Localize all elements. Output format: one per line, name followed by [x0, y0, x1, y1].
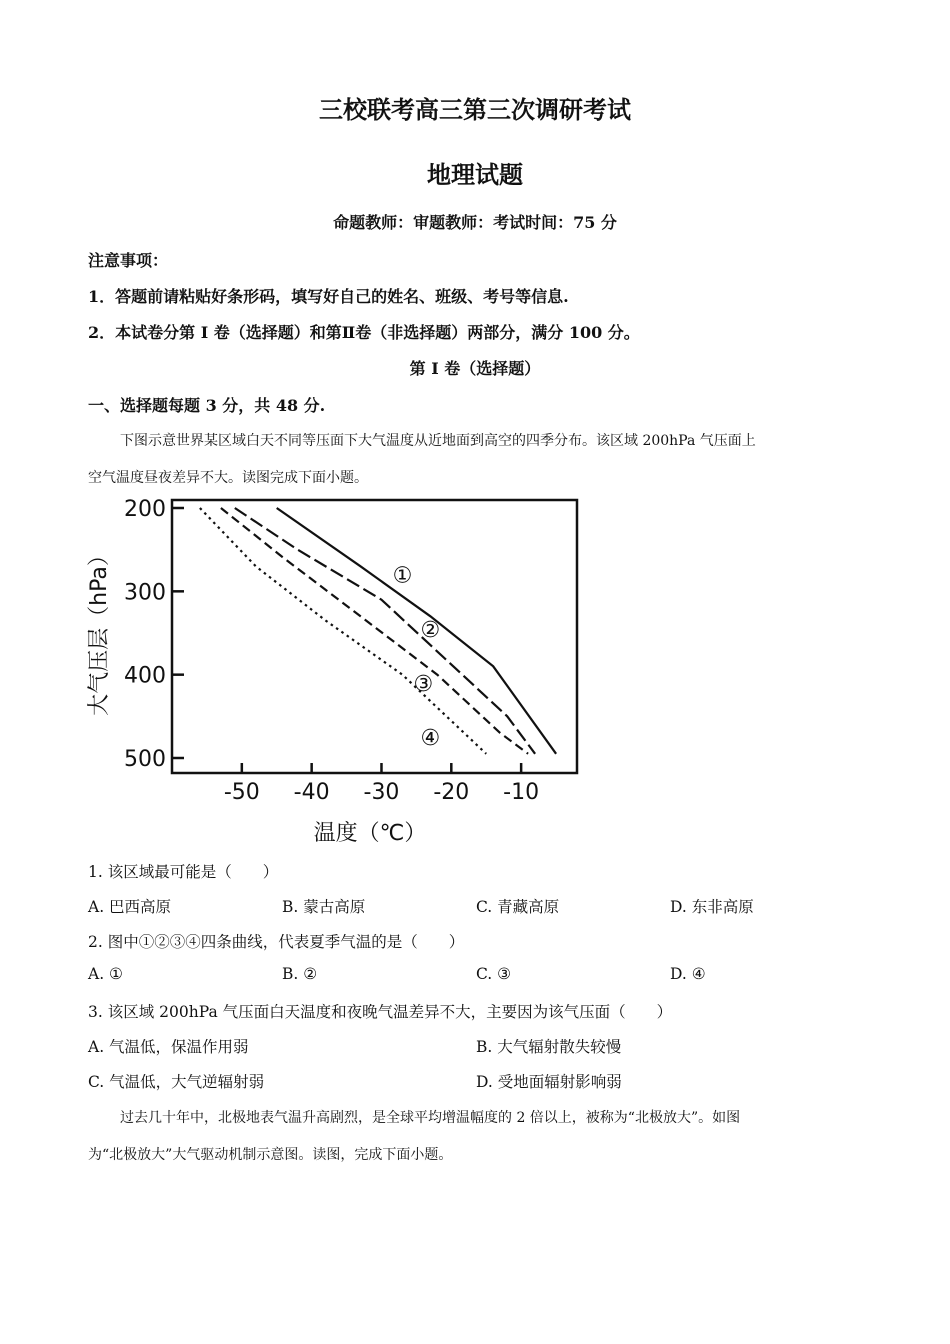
exam-title: 三校联考高三第三次调研考试: [319, 95, 631, 124]
option-b: B. ②: [282, 965, 318, 983]
series-label: ①: [392, 563, 413, 589]
x-tick-label: -40: [293, 780, 330, 805]
question-stem: 3. 该区域 200hPa 气压面白天温度和夜晚气温差异不大，主要因为该气压面（ ）: [88, 1003, 673, 1021]
series-label: ③: [413, 672, 434, 697]
option-c: C. ③: [476, 965, 512, 983]
option-b: B. 大气辐射散失较慢: [476, 1038, 622, 1056]
passage-line: 空气温度昼夜差异不大。读图完成下面小题。: [88, 470, 368, 486]
series-label: ④: [420, 726, 441, 752]
notice-item: 1．答题前请粘贴好条形码，填写好自己的姓名、班级、考号等信息.: [88, 287, 569, 306]
exam-meta: 命题教师：审题教师：考试时间：75 分: [333, 213, 617, 232]
chart-series: [200, 508, 556, 754]
question-stem: 1. 该区域最可能是（ ）: [88, 863, 279, 881]
x-tick-label: -20: [433, 780, 470, 805]
x-tick-label: -10: [503, 780, 540, 805]
series-label: ②: [420, 617, 441, 643]
x-tick-label: -30: [363, 780, 400, 805]
series-line: [221, 508, 528, 754]
question-stem: 2. 图中①②③④四条曲线，代表夏季气温的是（ ）: [88, 933, 465, 951]
pressure-temperature-chart: [80, 490, 600, 850]
option-d: D. ④: [670, 965, 706, 983]
y-tick-label: 300: [124, 580, 166, 606]
option-b: B. 蒙古高原: [282, 898, 366, 916]
series-line: [235, 508, 535, 754]
y-tick-label: 400: [124, 663, 166, 689]
option-d: D. 东非高原: [670, 898, 754, 916]
option-d: D. 受地面辐射影响弱: [476, 1073, 622, 1091]
option-a: A. 巴西高原: [88, 898, 172, 916]
option-a: A. 气温低，保温作用弱: [88, 1038, 249, 1056]
passage-line: 下图示意世界某区域白天不同等压面下大气温度从近地面到高空的四季分布。该区域 200hPa 气压面上: [120, 433, 756, 449]
passage-line: 过去几十年中，北极地表气温升高剧烈，是全球平均增温幅度的 2 倍以上，被称为“北极放大”。如图: [120, 1110, 741, 1126]
x-tick-label: -50: [223, 780, 260, 805]
passage-line: 为“北极放大”大气驱动机制示意图。读图，完成下面小题。: [88, 1147, 453, 1163]
x-axis-label: 温度（℃）: [313, 821, 427, 846]
y-tick-label: 500: [124, 747, 166, 772]
option-c: C. 青藏高原: [476, 898, 560, 916]
series-line: [200, 508, 486, 754]
notice-heading: 注意事项：: [88, 251, 169, 270]
part-heading: 一、选择题每题 3 分，共 48 分.: [88, 396, 326, 415]
notice-item: 2．本试卷分第 I 卷（选择题）和第Ⅱ卷（非选择题）两部分，满分 100 分。: [88, 323, 640, 342]
subject-title: 地理试题: [427, 160, 523, 189]
option-c: C. 气温低，大气逆辐射弱: [88, 1073, 265, 1091]
chart-ticks: [124, 497, 539, 805]
y-tick-label: 200: [124, 497, 166, 522]
y-axis-label: 大气压层（hPa）: [87, 544, 112, 716]
volume-heading: 第 I 卷（选择题）: [409, 359, 541, 378]
option-a: A. ①: [88, 965, 123, 983]
